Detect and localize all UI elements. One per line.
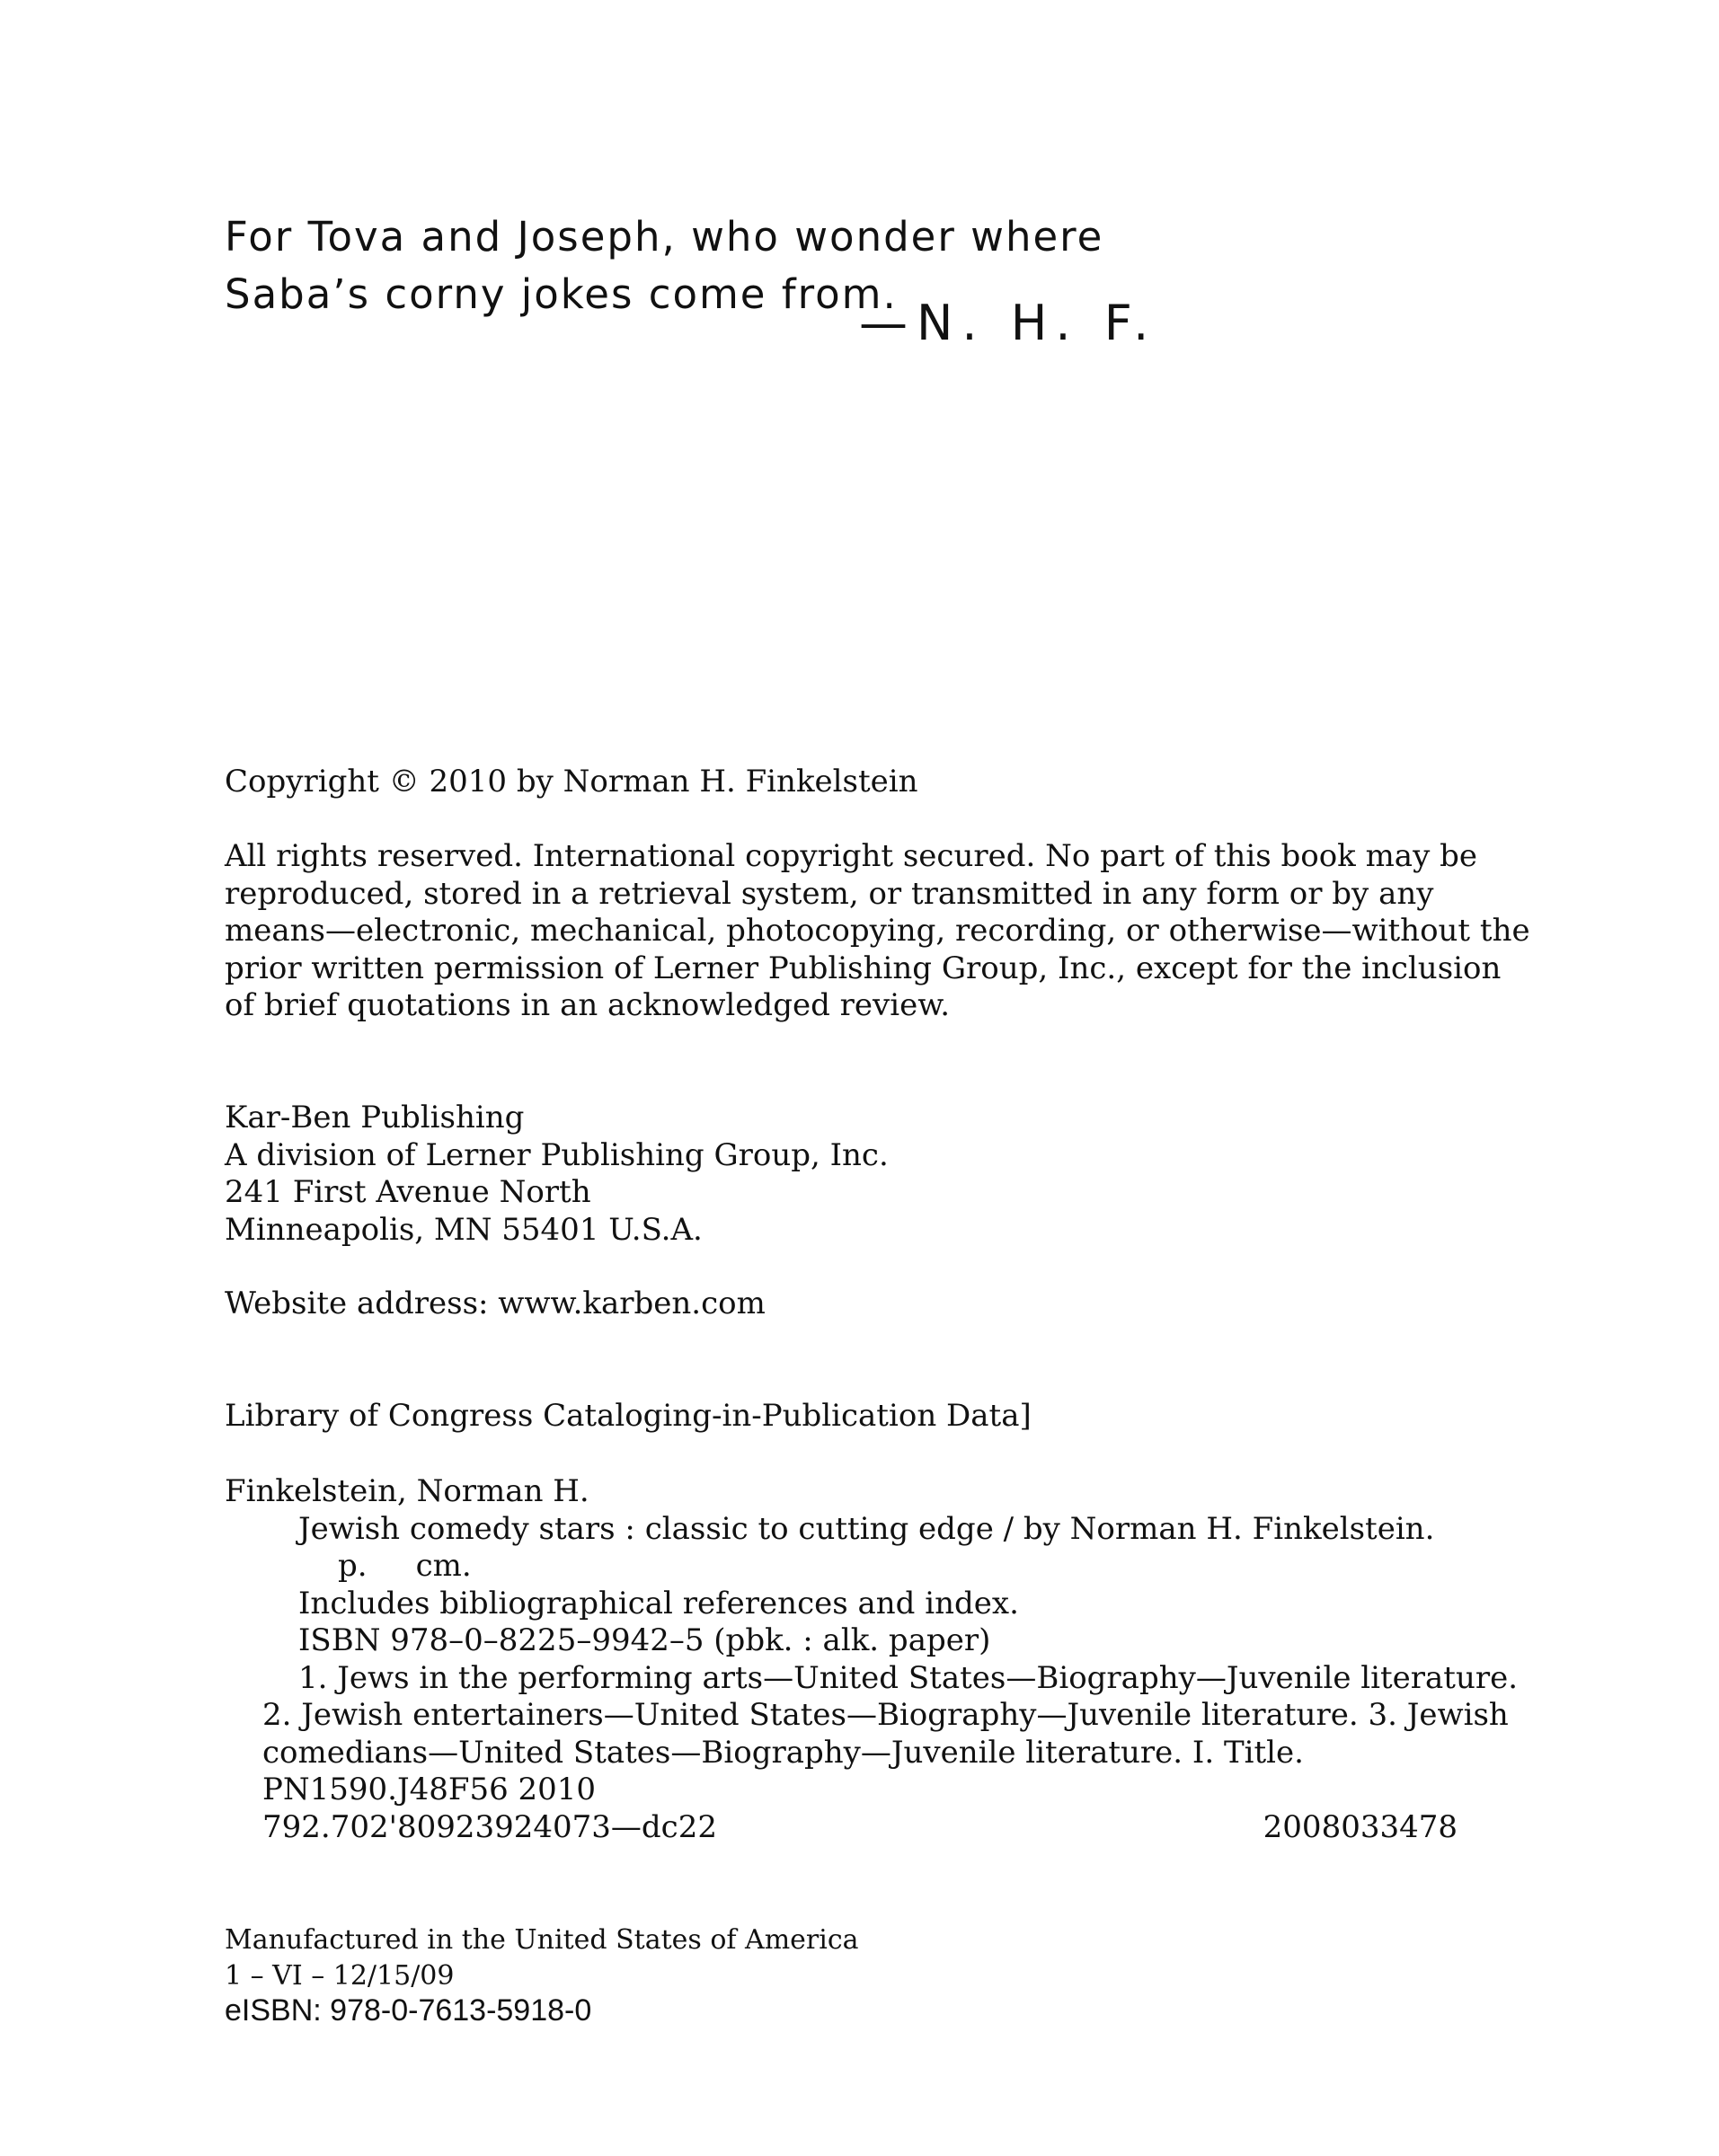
publisher-website [225,1286,1483,1323]
cip-dewey: 792.702'80923924073—dc22 [262,1808,717,1845]
cip-record [225,1473,1519,1846]
rights-line-4: prior written permission of Lerner Publishing Group, Inc., except for the inclusion [225,950,1502,986]
publisher-name: Kar-Ben Publishing [225,1100,525,1135]
publisher-address [225,1100,1483,1249]
cip-author: Finkelstein, Norman H. [225,1473,589,1509]
cip-subject-3: comedians—United States—Biography—Juvenile literature. I. Title. [262,1734,1304,1771]
rights-line-3: means—electronic, mechanical, photocopying, recording, or otherwise—without the [225,913,1530,949]
cip-subject-2: 2. Jewish entertainers—United States—Biography—Juvenile literature. 3. Jewish [262,1697,1509,1733]
eisbn-block [225,1993,1483,2028]
cip-lccn: 2008033478 [1263,1808,1458,1845]
cip-classification: PN1590.J48F56 2010 [262,1772,597,1807]
cip-isbn: ISBN 978–0–8225–9942–5 (pbk. : alk. paper) [298,1622,991,1658]
dedication-line-2: Saba’s corny jokes come from. [225,270,898,318]
dedication-line-1: For Tova and Joseph, who wonder where [225,213,1104,261]
cip-pages: p. cm. [338,1548,472,1584]
rights-paragraph [225,838,1530,1025]
rights-line-2: reproduced, stored in a retrieval system, or transmitted in any form or by any [225,875,1434,912]
publisher-division: A division of Lerner Publishing Group, Inc. [225,1136,889,1173]
printing-code: 1 – VI – 12/15/09 [225,1960,455,1992]
rights-line-5: of brief quotations in an acknowledged review. [225,987,951,1023]
rights-line-1: All rights reserved. International copyright secured. No part of this book may be [225,838,1477,874]
publisher-city: Minneapolis, MN 55401 U.S.A. [225,1211,703,1248]
cip-subject-1: 1. Jews in the performing arts—United States—Biography—Juvenile literature. [298,1659,1519,1696]
website-address: Website address: www.karben.com [225,1286,766,1321]
copyright-notice [225,764,1483,801]
cip-dewey-row [225,1809,1458,1847]
dedication [225,208,1158,351]
cip-bibliography: Includes bibliographical references and index. [298,1585,1019,1621]
manufactured-country: Manufactured in the United States of America [225,1924,859,1956]
publisher-street: 241 First Avenue North [225,1174,591,1210]
manufacturing-info [225,1922,1483,1994]
copyright-line: Copyright © 2010 by Norman H. Finkelstein [225,764,918,800]
dedication-signature: —N. H. F. [859,295,1158,351]
cip-title: Jewish comedy stars : classic to cutting edge / by Norman H. Finkelstein. [298,1510,1435,1547]
cip-heading-block [225,1398,1483,1436]
cip-heading: Library of Congress Cataloging-in-Publication Data] [225,1398,1032,1434]
eisbn: eISBN: 978-0-7613-5918-0 [225,1993,592,2028]
